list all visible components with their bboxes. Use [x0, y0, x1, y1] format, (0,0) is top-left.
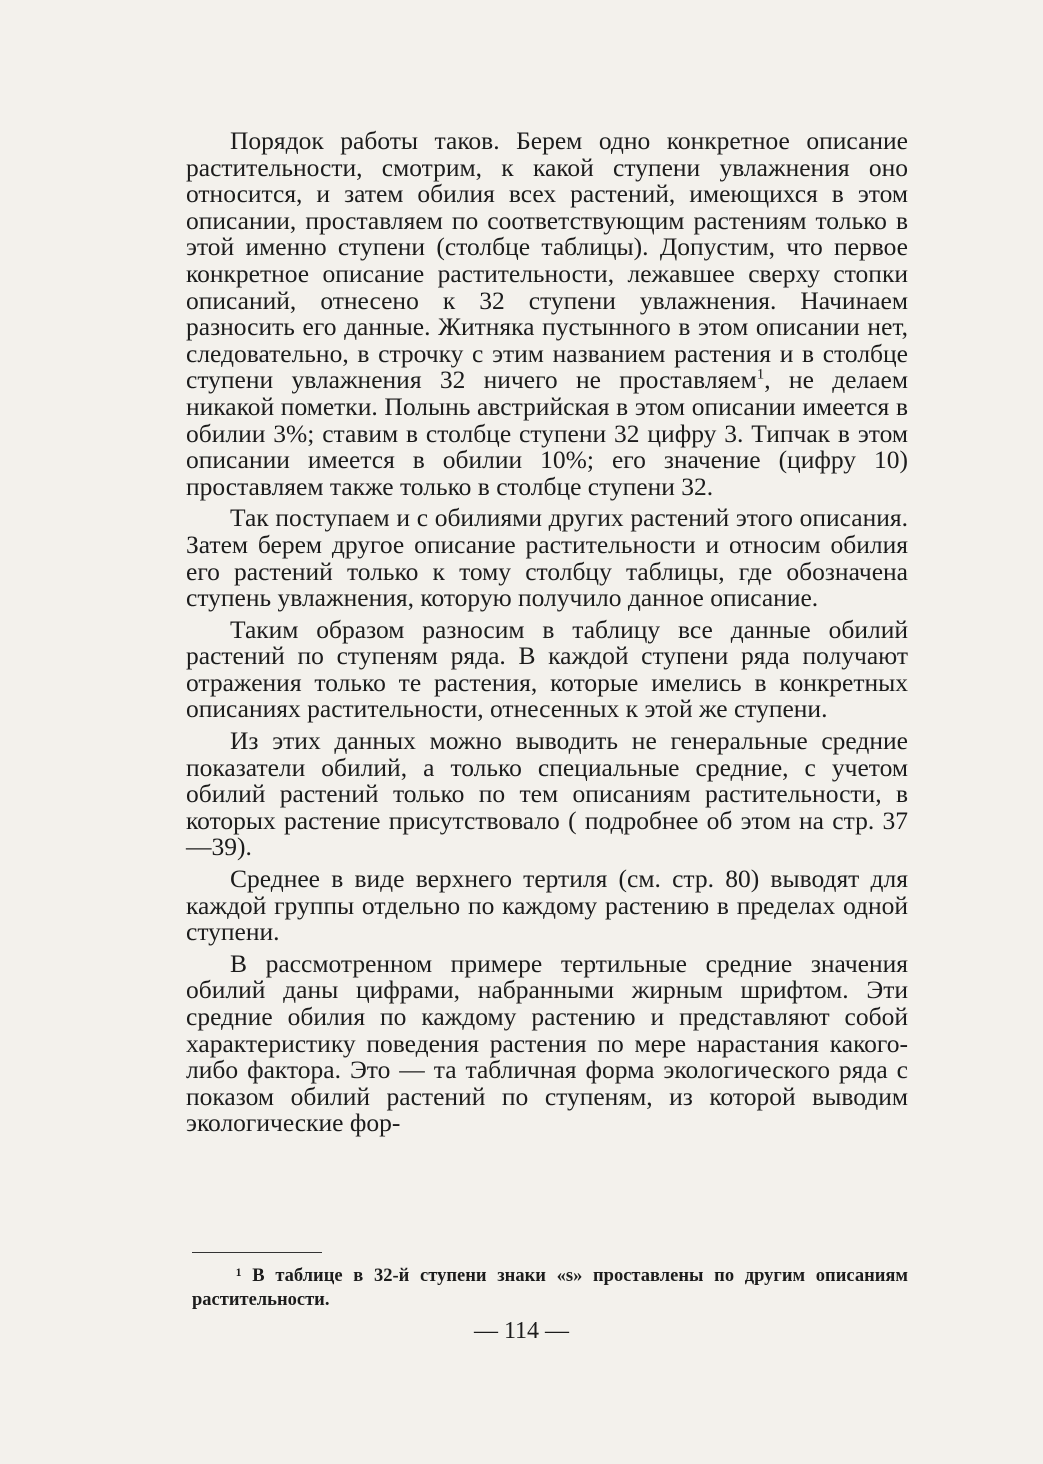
- paragraph-3: Таким образом разносим в таблицу все данные обилий растений по ступеням ряда. В каждой ступени ряда получают отражения только те растения, которые имелись в конкретных описаниях растительности, отнесенных к этой же ступени.: [186, 614, 908, 724]
- footnote: ¹ В таблице в 32-й ступени знаки «s» проставлены по другим описаниям растительности.: [192, 1266, 908, 1310]
- paragraph-1-continuation: , не делаем никакой пометки. Полынь австрийская в этом описании имеется в обилии 3%; ставим в столбце ступени 32 цифру 3. Типчак в этом описании имеется в обилии 10%; его значение (цифру 10) проставляем также только в столбце ступени 32.: [186, 365, 908, 501]
- paragraph-1-text: Порядок работы таков. Берем одно конкретное описание растительности, смотрим, к какой ступени увлажнения оно относится, и затем обилия всех растений, имеющихся в этом описании, проставляем по соответствующим растениям только в этой именно ступени (столбце таблицы). Допустим, что первое конкретное описание растительности, лежавшее сверху стопки описаний, отнесено к 32 ступени увлажнения. Начинаем разносить его данные. Житняка пустынного в этом описании нет, следовательно, в строчку с этим названием растения и в столбце ступени увлажнения 32 ничего не проставляем: [186, 126, 908, 395]
- page-body: [186, 128, 908, 1137]
- paragraph-1: [186, 128, 908, 500]
- page-number: — 114 —: [473, 1318, 570, 1344]
- paragraph-2: Так поступаем и с обилиями других растений этого описания. Затем берем другое описание растительности и относим обилия его растений только к тому столбцу таблицы, где обозначена ступень увлажнения, которую получило данное описание.: [186, 503, 908, 613]
- paragraph-4: Из этих данных можно выводить не генеральные средние показатели обилий, а только специальные средние, с учетом обилий растений только по тем описаниям растительности, в которых растение присутствовало ( подробнее об этом на стр. 37—39).: [186, 726, 908, 862]
- paragraph-6: В рассмотренном примере тертильные средние значения обилий даны цифрами, набранными жирным шрифтом. Эти средние обилия по каждому растению и представляют собой характеристику поведения растения по мере нарастания какого-либо фактора. Это — та табличная форма экологического ряда с показом обилий растений по ступеням, из которой выводим экологические фор-: [186, 948, 908, 1138]
- footnote-divider: [192, 1252, 322, 1253]
- paragraph-5: Среднее в виде верхнего тертиля (см. стр. 80) выводят для каждой группы отдельно по каждому растению в пределах одной ступени.: [186, 864, 908, 947]
- footnote-reference: 1: [756, 366, 765, 383]
